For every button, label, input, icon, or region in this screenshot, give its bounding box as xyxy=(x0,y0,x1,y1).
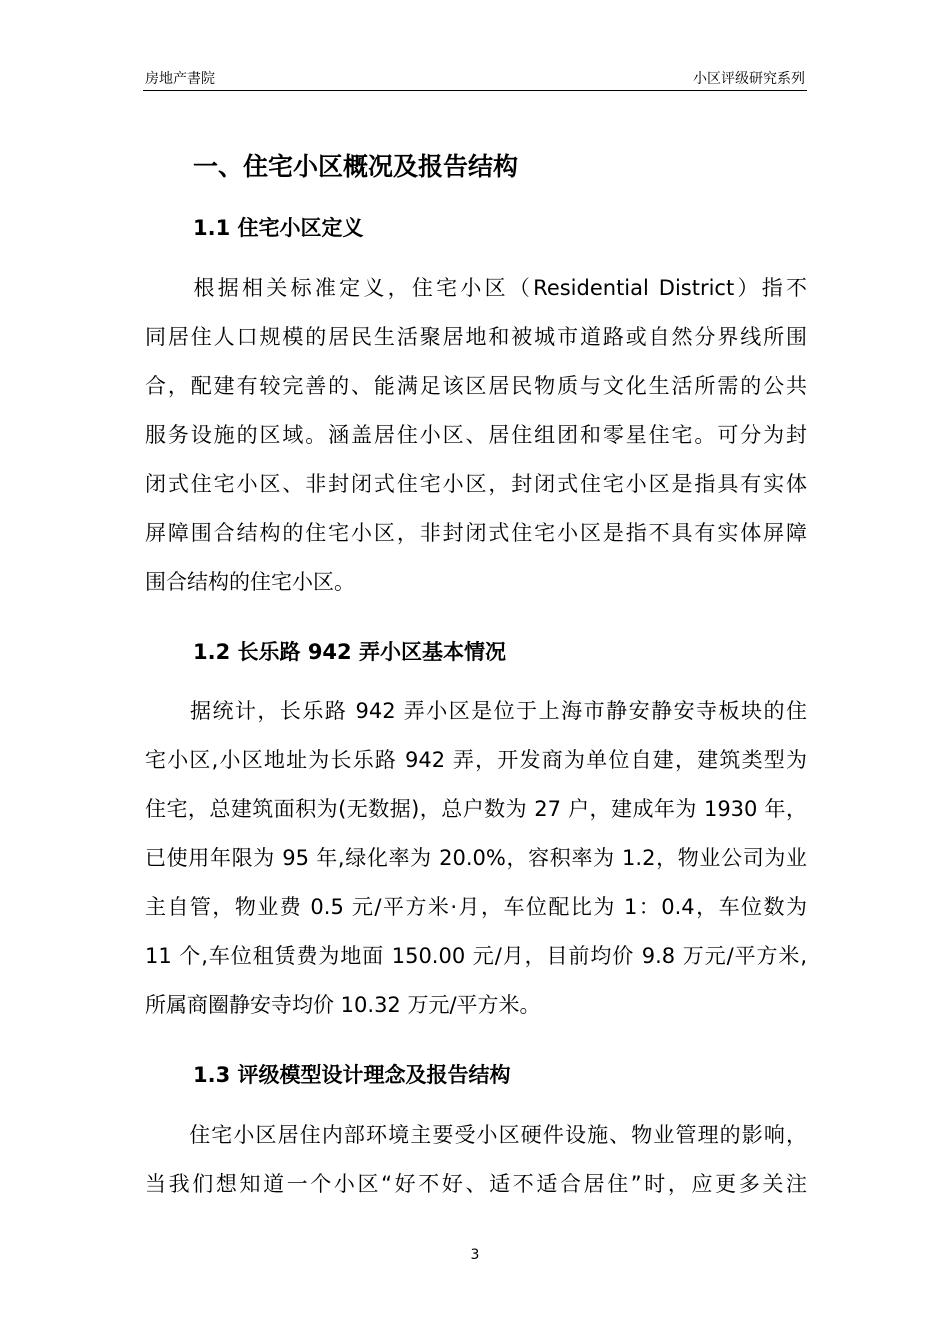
text-line: 据统计，长乐路 942 弄小区是位于上海市静安静安寺板块的住 xyxy=(145,699,807,723)
heading-1-1: 1.1 住宅小区定义 xyxy=(193,216,364,240)
text-line: 已使用年限为 95 年,绿化率为 20.0%，容积率为 1.2，物业公司为业 xyxy=(145,846,807,870)
heading-1-3: 1.3 评级模型设计理念及报告结构 xyxy=(193,1063,511,1087)
text-line: 根据相关标准定义，住宅小区（Residential District）指不 xyxy=(145,276,807,300)
text-line: 宅小区,小区地址为长乐路 942 弄，开发商为单位自建，建筑类型为 xyxy=(145,748,807,772)
paragraph-rating-model xyxy=(145,1111,807,1209)
page-header xyxy=(143,66,807,91)
text-line: 合，配建有较完善的、能满足该区居民物质与文化生活所需的公共 xyxy=(145,374,807,398)
header-left-title: 房地产書院 xyxy=(145,71,215,87)
text-line: 同居住人口规模的居民生活聚居地和被城市道路或自然分界线所围 xyxy=(145,325,807,349)
text-line: 屏障围合结构的住宅小区，非封闭式住宅小区是指不具有实体屏障 xyxy=(145,521,807,545)
paragraph-definition xyxy=(145,264,807,607)
text-line: 所属商圈静安寺均价 10.32 万元/平方米。 xyxy=(145,993,541,1017)
text-line: 11 个,车位租赁费为地面 150.00 元/月，目前均价 9.8 万元/平方米, xyxy=(145,944,807,968)
text-line: 住宅小区居住内部环境主要受小区硬件设施、物业管理的影响， xyxy=(145,1123,807,1147)
paragraph-basic-info xyxy=(145,687,807,1030)
text-line: 当我们想知道一个小区“好不好、适不适合居住”时，应更多关注 xyxy=(145,1172,807,1196)
text-line: 服务设施的区域。涵盖居住小区、居住组团和零星住宅。可分为封 xyxy=(145,423,807,447)
section-title: 一、住宅小区概况及报告结构 xyxy=(193,152,519,181)
text-line: 主自管，物业费 0.5 元/平方米·月，车位配比为 1：0.4，车位数为 xyxy=(145,895,807,919)
heading-1-2: 1.2 长乐路 942 弄小区基本情况 xyxy=(193,640,506,664)
text-line: 住宅，总建筑面积为(无数据)，总户数为 27 户，建成年为 1930 年， xyxy=(145,797,807,821)
header-right-title: 小区评级研究系列 xyxy=(693,71,805,87)
page-number: 3 xyxy=(470,1247,480,1263)
text-line: 闭式住宅小区、非封闭式住宅小区，封闭式住宅小区是指具有实体 xyxy=(145,472,807,496)
text-line: 围合结构的住宅小区。 xyxy=(145,570,355,594)
